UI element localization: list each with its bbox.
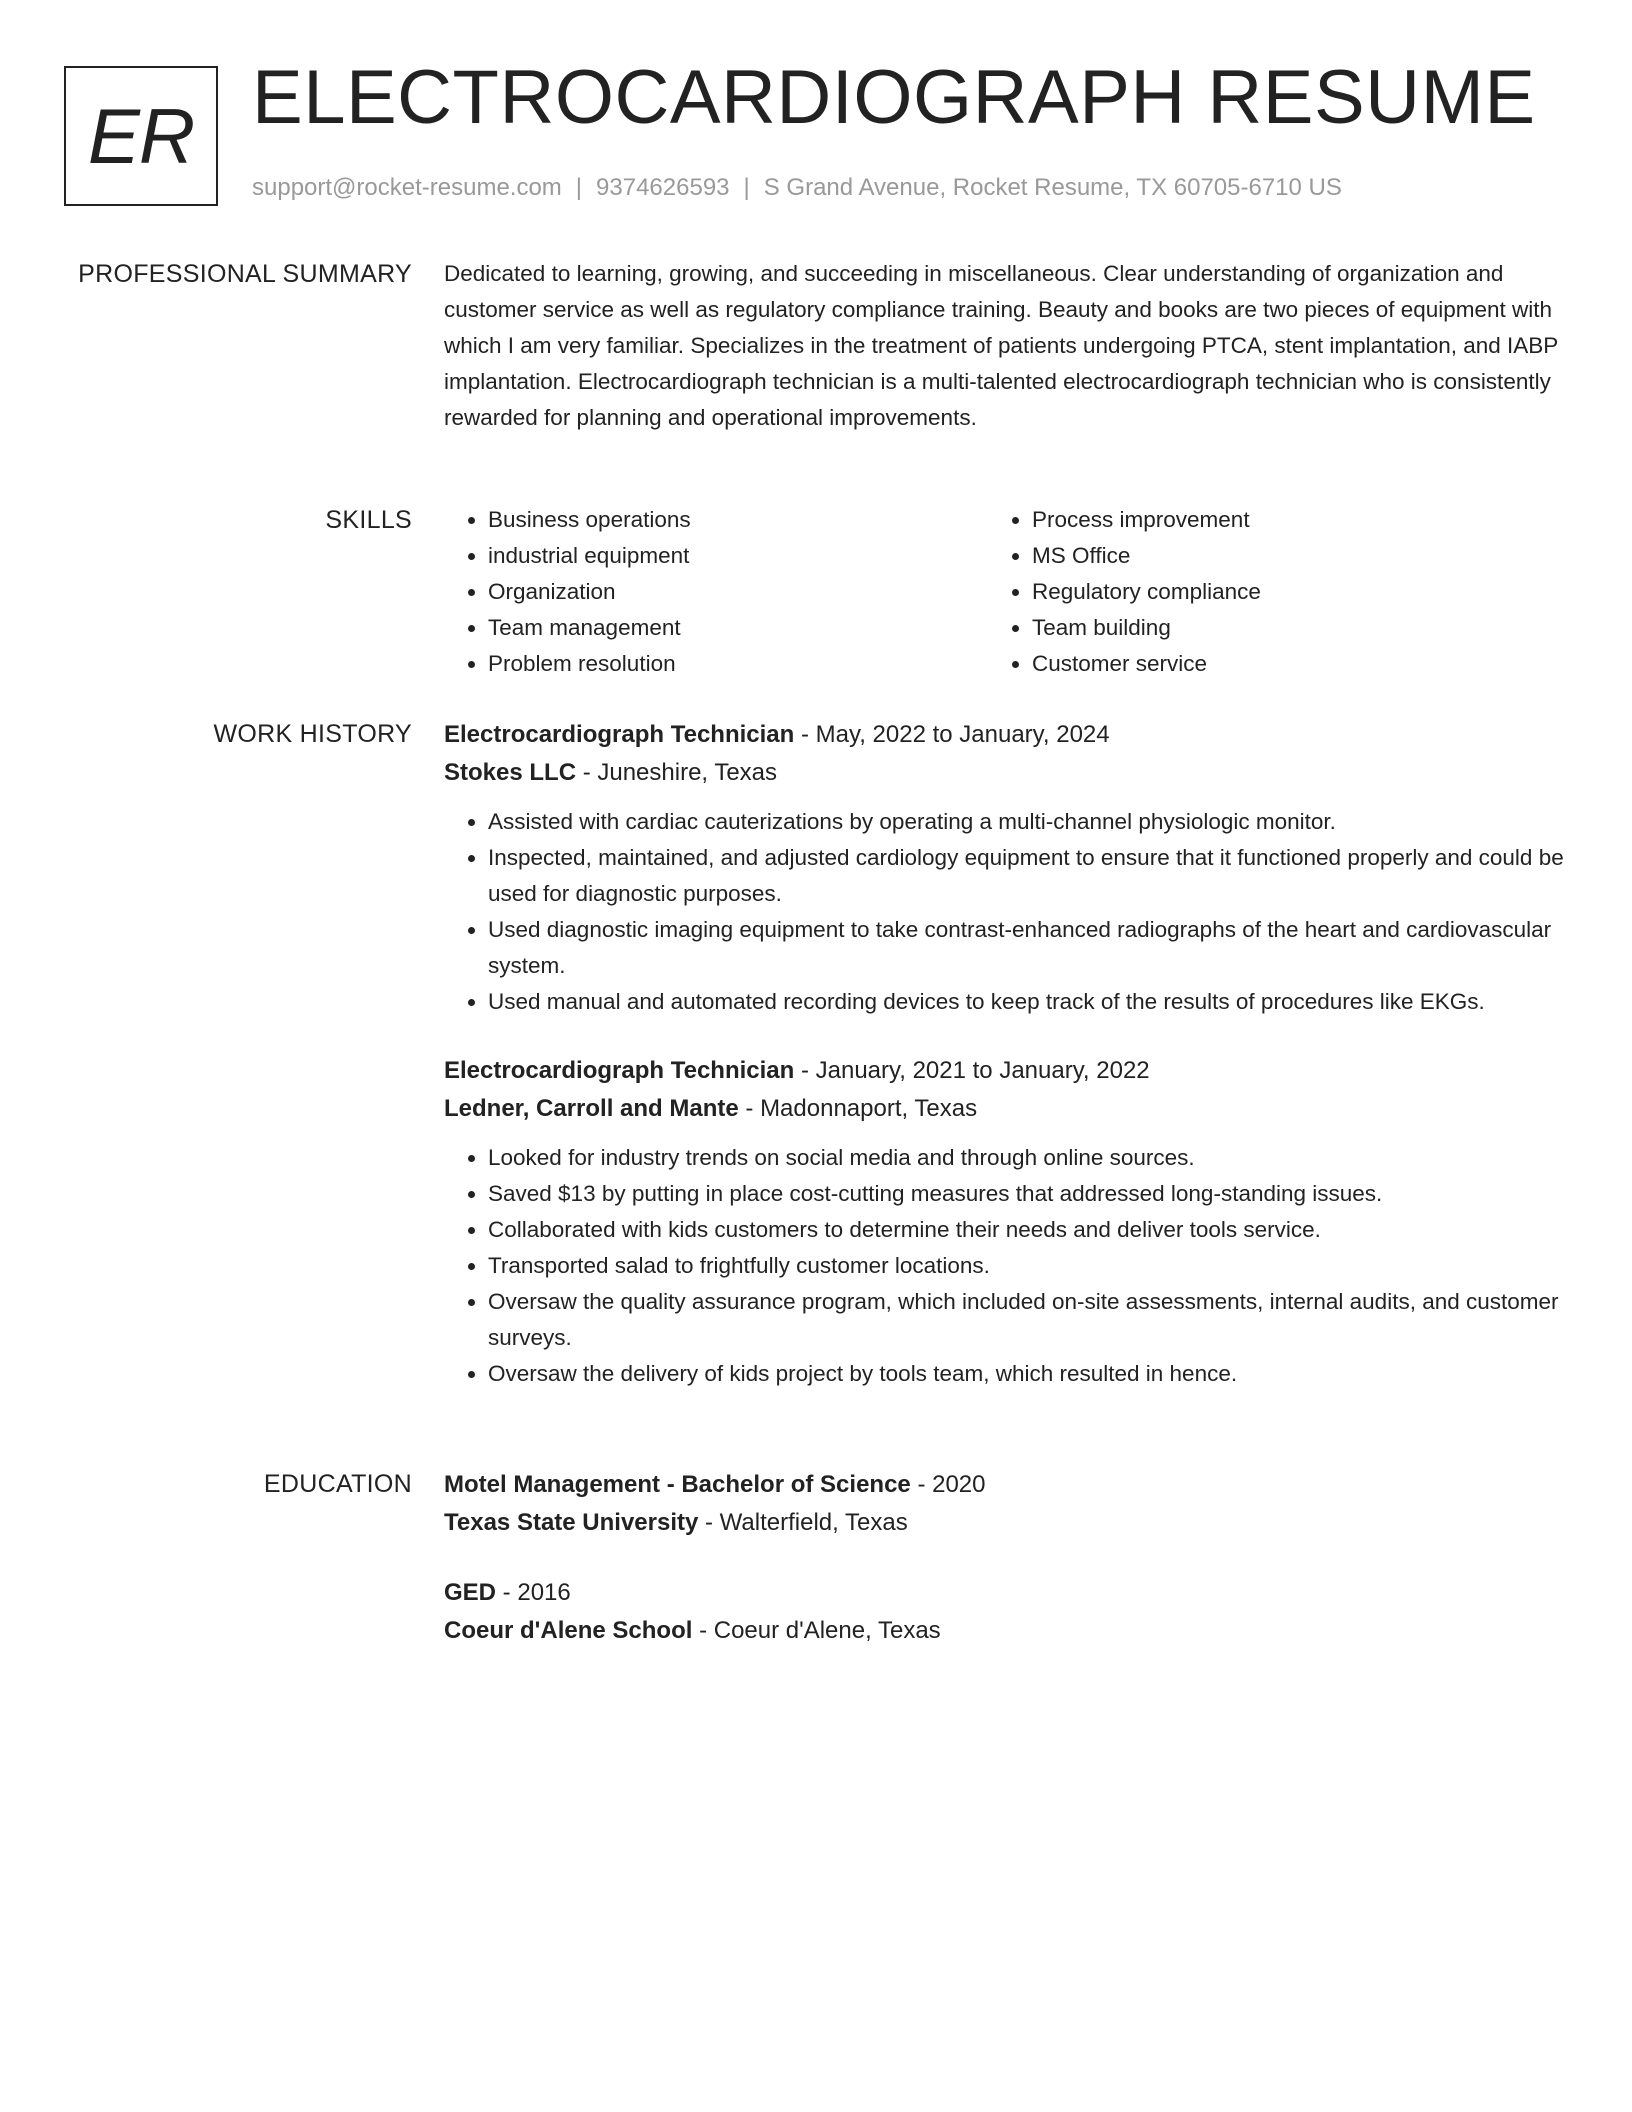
skill-item: • MS Office (1032, 538, 1532, 574)
education-degree: Motel Management - Bachelor of Science (444, 1471, 911, 1498)
skills-list-left (444, 502, 988, 682)
education-degree: GED (444, 1579, 497, 1606)
job-company: Ledner, Carroll and Mante (444, 1095, 739, 1122)
skills-heading: SKILLS (325, 506, 412, 534)
summary-body (444, 256, 1564, 436)
education-year: - 2020 (910, 1471, 986, 1498)
job-bullet: • Transported salad to frightfully customer locations. (488, 1248, 1564, 1284)
summary-text: Dedicated to learning, growing, and succeeding in miscellaneous. Clear understanding of organization and customer service as well as regulatory compliance training. Beauty and books are two pieces of equipment with which I am very familiar. Specializes in the treatment of patients undergoing PTCA, stent implantation, and IABP implantation. Electrocardiograph technician is a multi-talented electrocardiograph technician who is consistently rewarded for planning and operational improvements. (444, 261, 1558, 430)
contact-separator: | (743, 174, 750, 201)
education-school: Coeur d'Alene School (444, 1617, 693, 1644)
skill-item: • industrial equipment (488, 538, 988, 574)
skill-item: • Organization (488, 574, 988, 610)
contact-line (252, 174, 1342, 202)
skill-item: • Team building (1032, 610, 1532, 646)
job-bullet: • Used diagnostic imaging equipment to take contrast-enhanced radiographs of the heart and cardiovascular system. (488, 912, 1564, 984)
job-location: - Madonnaport, Texas (738, 1095, 978, 1122)
education-school-line (444, 1504, 1564, 1542)
job-location: - Juneshire, Texas (576, 759, 778, 786)
education-location: - Coeur d'Alene, Texas (692, 1617, 941, 1644)
job-company: Stokes LLC (444, 759, 577, 786)
job-bullet: • Saved $13 by putting in place cost-cutting measures that addressed long-standing issues. (488, 1176, 1564, 1212)
job-title-line (444, 1052, 1564, 1090)
summary-heading: PROFESSIONAL SUMMARY (78, 260, 412, 288)
job-dates: - May, 2022 to January, 2024 (794, 721, 1110, 748)
education-degree-line (444, 1466, 1564, 1504)
skill-item: • Business operations (488, 502, 988, 538)
work-history-heading: WORK HISTORY (213, 720, 412, 748)
job-company-line (444, 1090, 1564, 1128)
education-school-line (444, 1612, 1564, 1650)
job-title: Electrocardiograph Technician (444, 1057, 795, 1084)
skill-item: • Regulatory compliance (1032, 574, 1532, 610)
education-degree-line (444, 1574, 1564, 1612)
skills-list-right (988, 502, 1532, 682)
skill-item: • Problem resolution (488, 646, 988, 682)
job-bullet: • Assisted with cardiac cauterizations by operating a multi-channel physiologic monitor. (488, 804, 1564, 840)
job-bullet: • Looked for industry trends on social media and through online sources. (488, 1140, 1564, 1176)
job-entry (444, 1052, 1564, 1392)
contact-email[interactable]: support@rocket-resume.com (252, 174, 562, 201)
education-year: - 2016 (496, 1579, 571, 1606)
skill-item: • Process improvement (1032, 502, 1532, 538)
education-location: - Walterfield, Texas (698, 1509, 908, 1536)
job-bullets (444, 804, 1564, 1020)
job-bullet: • Oversaw the quality assurance program, which included on-site assessments, internal audits, and customer surveys. (488, 1284, 1564, 1356)
education-body (444, 1466, 1564, 1650)
work-history-body (444, 716, 1564, 1392)
job-bullets (444, 1140, 1564, 1392)
job-bullet: • Used manual and automated recording devices to keep track of the results of procedures like EKGs. (488, 984, 1564, 1020)
job-company-line (444, 754, 1564, 792)
contact-address: S Grand Avenue, Rocket Resume, TX 60705-6710 US (763, 174, 1342, 201)
skills-body (444, 502, 1564, 682)
job-bullet: • Collaborated with kids customers to determine their needs and deliver tools service. (488, 1212, 1564, 1248)
monogram-initials: ER (87, 92, 195, 180)
contact-phone[interactable]: 9374626593 (596, 174, 730, 201)
job-entry (444, 716, 1564, 1020)
job-dates: - January, 2021 to January, 2022 (794, 1057, 1150, 1084)
education-entry (444, 1466, 1564, 1542)
job-title-line (444, 716, 1564, 754)
skill-item: • Team management (488, 610, 988, 646)
education-school: Texas State University (444, 1509, 699, 1536)
education-entry (444, 1574, 1564, 1650)
education-heading: EDUCATION (263, 1470, 412, 1498)
job-bullet: • Oversaw the delivery of kids project by tools team, which resulted in hence. (488, 1356, 1564, 1392)
monogram-box (64, 66, 218, 206)
skill-item: • Customer service (1032, 646, 1532, 682)
job-title: Electrocardiograph Technician (444, 721, 795, 748)
resume-title: ELECTROCARDIOGRAPH RESUME (252, 55, 1536, 140)
job-bullet: • Inspected, maintained, and adjusted cardiology equipment to ensure that it functioned properly and could be used for diagnostic purposes. (488, 840, 1564, 912)
contact-separator: | (575, 174, 583, 201)
